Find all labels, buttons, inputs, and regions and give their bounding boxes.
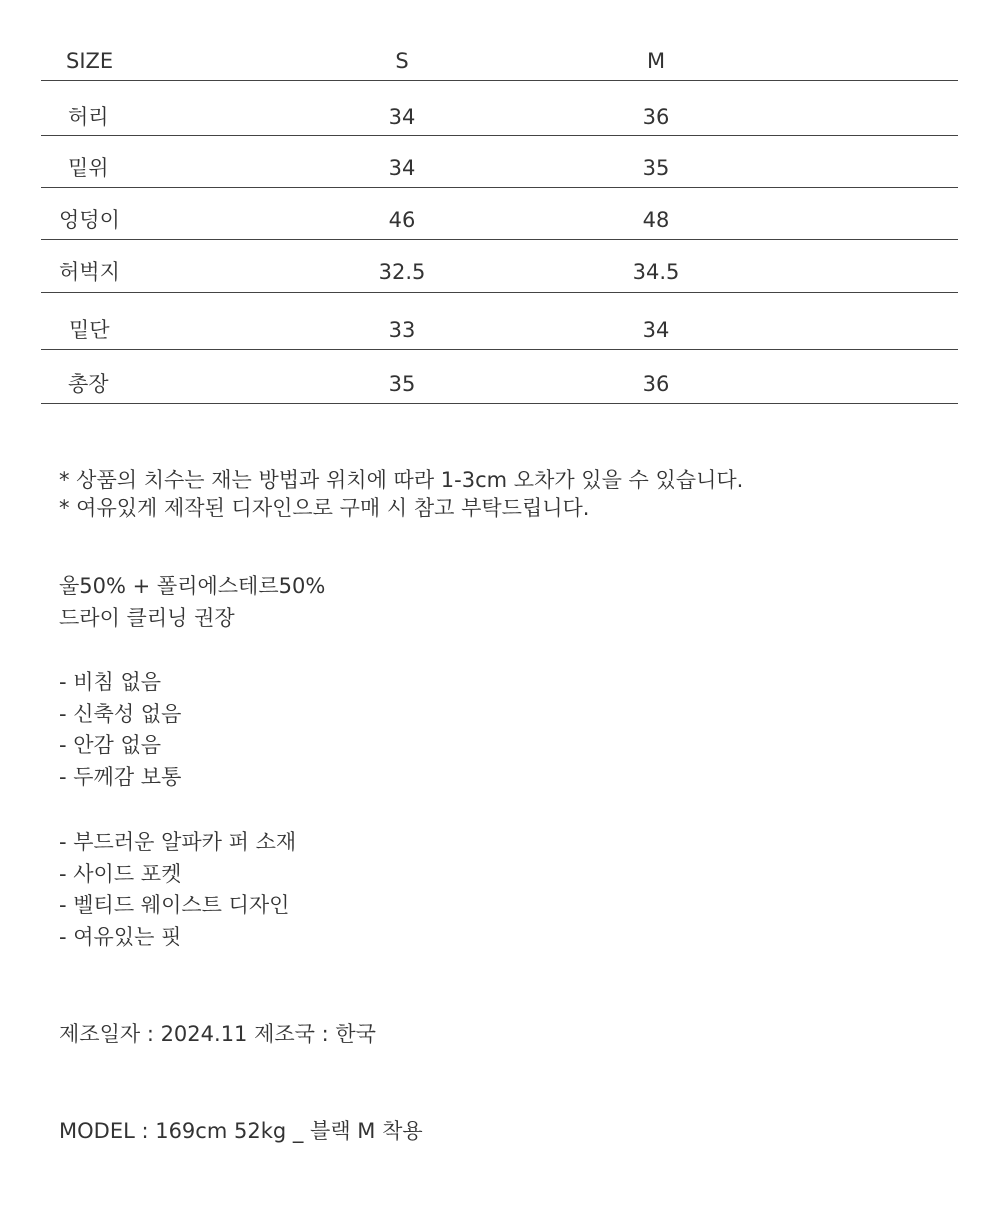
size-notes xyxy=(59,466,743,522)
row-label: 밑단 xyxy=(69,318,110,342)
table-row xyxy=(41,240,958,293)
row-value-s: 46 xyxy=(388,208,416,232)
design-details-list xyxy=(59,827,296,953)
list-item: - 두께감 보통 xyxy=(59,764,182,789)
list-item: - 안감 없음 xyxy=(59,733,162,757)
table-row xyxy=(41,188,958,240)
row-value-s: 35 xyxy=(388,372,416,396)
model-info: MODEL : 169cm 52kg _ 블랙 M 착용 xyxy=(59,1119,423,1143)
manufacture-info: 제조일자 : 2024.11 제조국 : 한국 xyxy=(59,1022,376,1046)
header-size-m: M xyxy=(646,49,666,73)
list-item: - 사이드 포켓 xyxy=(59,861,182,886)
material-composition: 울50% + 폴리에스테르50% xyxy=(59,574,326,598)
row-label: 허벅지 xyxy=(59,260,120,284)
list-item: - 부드러운 알파카 퍼 소재 xyxy=(59,830,297,854)
row-value-m: 34.5 xyxy=(632,260,680,284)
row-value-m: 36 xyxy=(642,105,670,129)
header-size-label: SIZE xyxy=(66,49,114,73)
list-item: - 벨티드 웨이스트 디자인 xyxy=(59,893,290,917)
row-label: 엉덩이 xyxy=(59,208,120,232)
size-table-header xyxy=(41,40,958,81)
size-note: * 상품의 치수는 재는 방법과 위치에 따라 1-3cm 오차가 있을 수 있습니다. xyxy=(59,468,744,492)
row-label: 밑위 xyxy=(68,156,109,180)
list-item: - 여유있는 핏 xyxy=(59,924,182,949)
size-note: * 여유있게 제작된 디자인으로 구매 시 참고 부탁드립니다. xyxy=(59,496,590,520)
size-table xyxy=(41,40,958,404)
fabric-features-list xyxy=(59,667,181,793)
row-label: 허리 xyxy=(68,105,109,129)
care-instruction: 드라이 클리닝 권장 xyxy=(59,605,235,630)
row-value-s: 34 xyxy=(388,156,416,180)
table-row xyxy=(41,293,958,350)
table-row xyxy=(41,81,958,136)
row-value-s: 33 xyxy=(388,318,416,342)
list-item: - 신축성 없음 xyxy=(59,701,182,726)
list-item: - 비침 없음 xyxy=(59,670,162,694)
row-value-s: 32.5 xyxy=(378,260,426,284)
row-value-m: 35 xyxy=(642,156,670,180)
row-value-m: 36 xyxy=(642,372,670,396)
header-size-s: S xyxy=(395,49,409,73)
row-value-m: 34 xyxy=(642,318,670,342)
material-info xyxy=(59,571,325,634)
table-row xyxy=(41,350,958,404)
table-row xyxy=(41,136,958,188)
row-label: 총장 xyxy=(68,372,109,396)
row-value-s: 34 xyxy=(388,105,416,129)
row-value-m: 48 xyxy=(642,208,670,232)
